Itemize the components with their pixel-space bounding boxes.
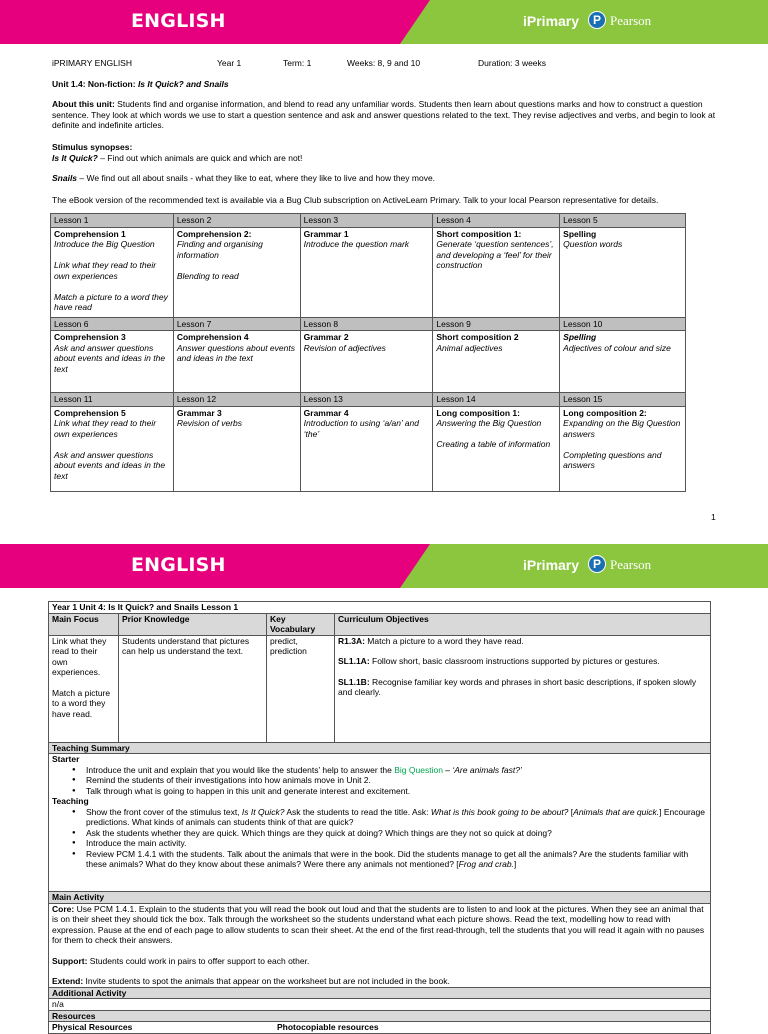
lesson-content-row	[51, 227, 686, 317]
teaching-summary-cell: Starter ● Introduce the unit and explain that you would like the students’ help to answer the Big Question – ‘Are animals fast?’ ● Remind the students of their investigations into how animals move in Unit 2. ● Talk through what is going to happen in this unit and generate interest and excitement. Teaching ● Show the front cover of the stimulus text, Is It Quick? Ask the students to read the title. Ask: What is this book going to be about? [Animals that are quick.] Encourage predictions. What kinds of animals can students think of that are quick? ● Ask the students whether they are quick. Which things are they quick at doing? Which things are they not so quick at doing? ● Introduce the main activity. ● Review PCM 1.4.1 with the students. Talk about the animals that were in the book. Did the students manage to get all the animals? Are the students familiar with these animals? What do they know about these animals? Were there any animals not mentioned? [Frog and crab.]	[49, 754, 711, 892]
col-key-vocabulary: Key Vocabulary	[267, 613, 335, 635]
col-main-focus: Main Focus	[49, 613, 119, 635]
lesson-header-row	[51, 393, 686, 407]
plan-heading: Year 1 Unit 4: Is It Quick? and Snails Lesson 1	[49, 602, 711, 614]
additional-activity-cell: n/a	[49, 999, 711, 1011]
banner-green-band	[400, 0, 768, 44]
lesson-number: Lesson 3	[300, 214, 433, 228]
page-number: 1	[711, 512, 716, 522]
lesson-content-row	[51, 406, 686, 491]
lesson-cell: Grammar 2 Revision of adjectives	[300, 331, 433, 393]
lesson-plan-table	[48, 601, 711, 1034]
product-name: iPrimary	[523, 13, 580, 29]
key-vocabulary-cell: predict, prediction	[267, 635, 335, 742]
lesson-cell: Grammar 1 Introduce the question mark	[300, 227, 433, 317]
publisher-name: Pearson	[610, 557, 652, 572]
curriculum-objectives-cell: R1.3A: Match a picture to a word they have read. SL1.1A: Follow short, basic classroom instructions supported by pictures or gestures. SL1.1B: Recognise familiar key words and phrases in short basic descriptions, if spoken slowly and clearly.	[335, 635, 711, 742]
resources-subheader: Physical Resources Photocopiable resources	[49, 1022, 711, 1034]
additional-activity-header: Additional Activity	[49, 987, 711, 999]
lesson-cell: Comprehension 4 Answer questions about events and ideas in the text	[173, 331, 300, 393]
banner-green-band	[400, 544, 768, 588]
stimulus-synopses: Stimulus synopses: Is It Quick? – Find out which animals are quick and which are not! Snails – We find out all about snails - what they like to eat, where they like to live and how they move.	[52, 142, 436, 183]
lesson-number: Lesson 1	[51, 214, 174, 228]
course-name: iPRIMARY ENGLISH	[52, 58, 132, 68]
lesson-number: Lesson 4	[433, 214, 560, 228]
subject-title: ENGLISH	[131, 554, 226, 576]
main-focus-cell: Link what they read to their own experiences. Match a picture to a word they have read.	[49, 635, 119, 742]
weeks-label: Weeks: 8, 9 and 10	[347, 58, 421, 68]
lesson-number: Lesson 9	[433, 317, 560, 331]
lesson-number: Lesson 12	[173, 393, 300, 407]
pearson-logo-icon: P	[588, 555, 606, 573]
col-prior-knowledge: Prior Knowledge	[119, 613, 267, 635]
duration-label: Duration: 3 weeks	[478, 58, 547, 68]
lesson-cell: Short composition 1: Generate ‘question sentences’, and developing a ‘feel’ for their construction	[433, 227, 560, 317]
lesson-cell: Long composition 1: Answering the Big Question Creating a table of information	[433, 406, 560, 491]
subject-title: ENGLISH	[131, 10, 226, 32]
lesson-number: Lesson 11	[51, 393, 174, 407]
page-banner	[0, 544, 768, 588]
term-label: Term: 1	[283, 58, 312, 68]
lesson-number: Lesson 15	[560, 393, 686, 407]
lesson-cell: Short composition 2 Animal adjectives	[433, 331, 560, 393]
lesson-header-row	[51, 317, 686, 331]
plan-column-headers	[49, 613, 711, 635]
lesson-number: Lesson 6	[51, 317, 174, 331]
lesson-number: Lesson 8	[300, 317, 433, 331]
lessons-table	[50, 213, 686, 492]
lesson-cell: Spelling Question words	[560, 227, 686, 317]
lesson-cell: Comprehension 2: Finding and organising information Blending to read	[173, 227, 300, 317]
lesson-header-row	[51, 214, 686, 228]
teaching-summary-header: Teaching Summary	[49, 742, 711, 754]
prior-knowledge-cell: Students understand that pictures can help us understand the text.	[119, 635, 267, 742]
pearson-logo-icon: P	[588, 11, 606, 29]
lesson-number: Lesson 13	[300, 393, 433, 407]
lesson-content-row	[51, 331, 686, 393]
ebook-note: The eBook version of the recommended text is available via a Bug Club subscription on ActiveLearn Primary. Talk to your local Pearson representative for details.	[52, 195, 659, 205]
main-activity-header: Main Activity	[49, 892, 711, 904]
lesson-cell: Grammar 3 Revision of verbs	[173, 406, 300, 491]
lesson-cell: Grammar 4 Introduction to using ‘a/an’ and ‘the’	[300, 406, 433, 491]
lesson-number: Lesson 14	[433, 393, 560, 407]
lesson-cell: Comprehension 1 Introduce the Big Question Link what they read to their own experiences Match a picture to a word they have read	[51, 227, 174, 317]
about-unit: About this unit: Students find and organise information, and blend to read any unfamiliar words. Students then learn about questions marks and how to construct a question sentence. They look at which words we use to start a question sentence and ask and answer questions related to the text. They revise adjectives and verbs, and begin to look at definite and indefinite articles.	[52, 99, 716, 130]
lesson-cell: Spelling Adjectives of colour and size	[560, 331, 686, 393]
lesson-cell: Long composition 2: Expanding on the Big Question answers Completing questions and answers	[560, 406, 686, 491]
lesson-cell: Comprehension 3 Ask and answer questions about events and ideas in the text	[51, 331, 174, 393]
year-label: Year 1	[217, 58, 242, 68]
page-banner	[0, 0, 768, 44]
resources-header: Resources	[49, 1010, 711, 1022]
lesson-number: Lesson 10	[560, 317, 686, 331]
lesson-cell: Comprehension 5 Link what they read to their own experiences Ask and answer questions about events and ideas in the text	[51, 406, 174, 491]
plan-detail-row	[49, 635, 711, 742]
product-name: iPrimary	[523, 557, 580, 573]
lesson-number: Lesson 7	[173, 317, 300, 331]
col-curriculum-objectives: Curriculum Objectives	[335, 613, 711, 635]
publisher-name: Pearson	[610, 13, 652, 28]
lesson-number: Lesson 2	[173, 214, 300, 228]
lesson-number: Lesson 5	[560, 214, 686, 228]
main-activity-cell: Core: Use PCM 1.4.1. Explain to the students that you will read the book out loud and that the students are to listen to and look at the pictures. When they see an animal that is on their sheet they should tick the box. Talk through the worksheet so the students understand what each picture shows. Read the text, modelling how to read with expression. Pause at the end of each page to allow students to scan their sheet. At the end of the first read-through, tell the students that you will read it again with no pauses for them to check their answers. Support: Students could work in pairs to offer support to each other. Extend: Invite students to spot the animals that appear on the worksheet but are not included in the book.	[49, 903, 711, 987]
unit-title: Unit 1.4: Non-fiction: Is It Quick? and Snails	[52, 79, 229, 89]
